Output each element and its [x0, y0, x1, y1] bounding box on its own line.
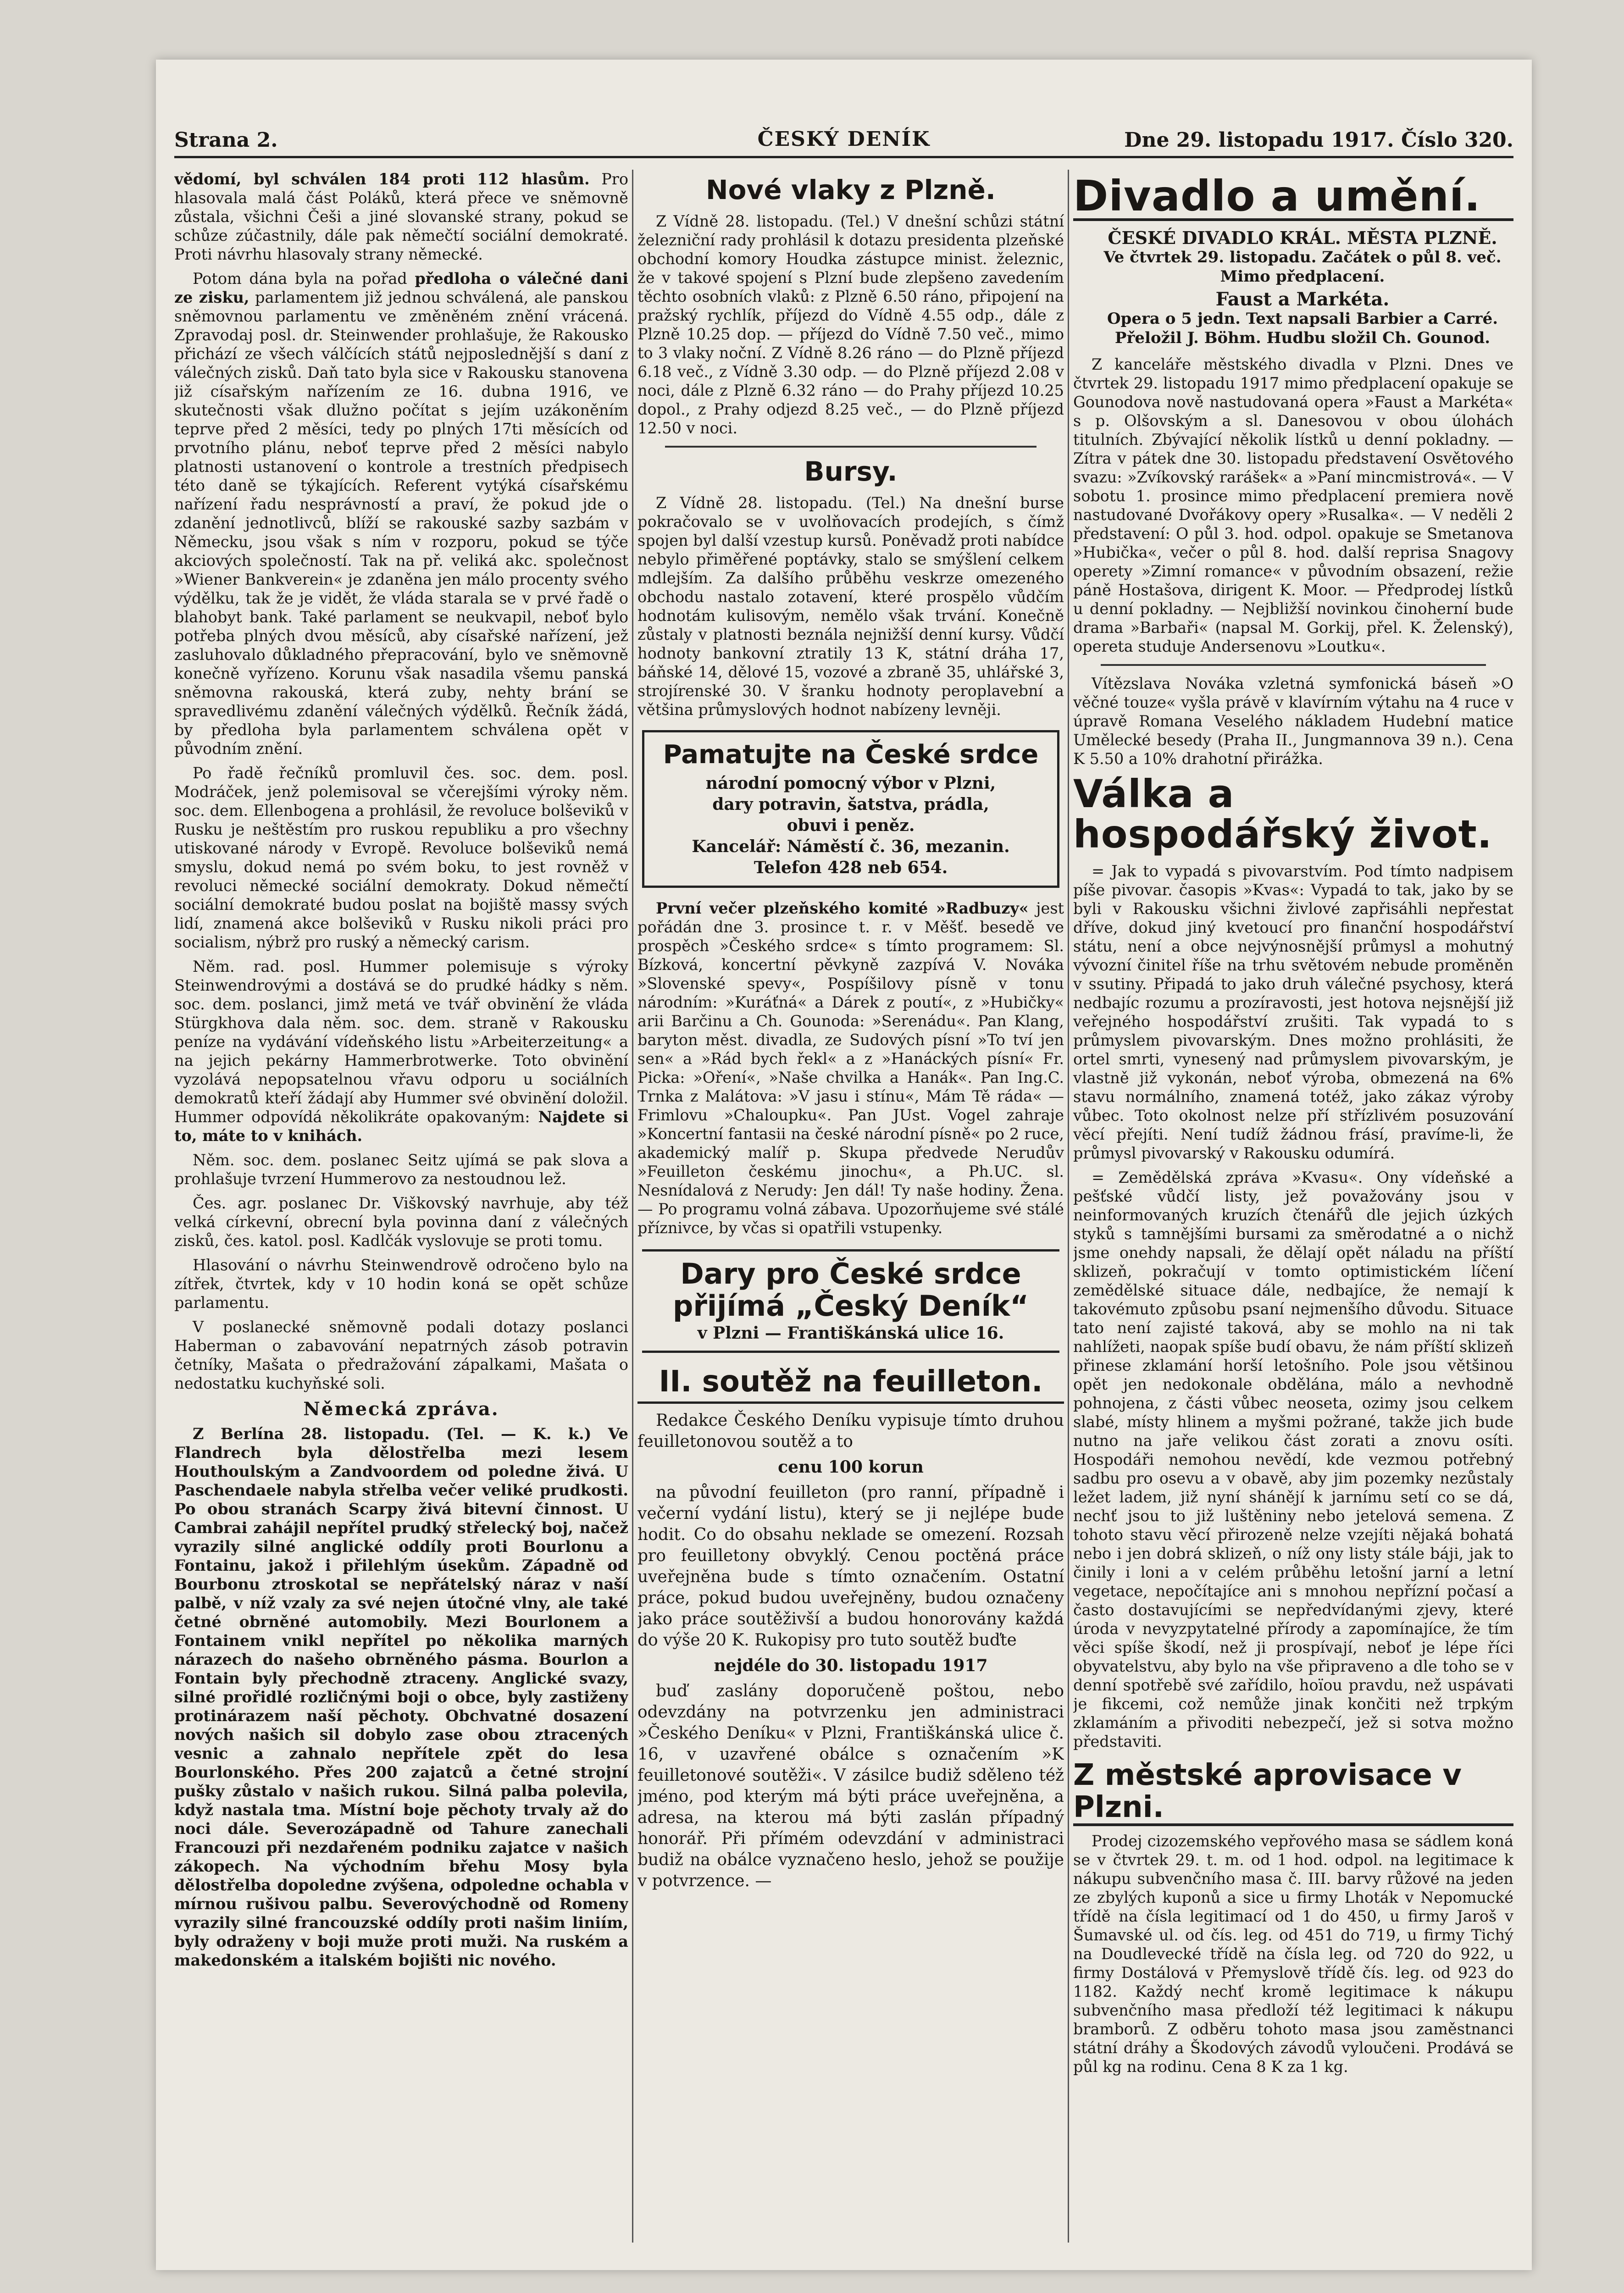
column-rule-1: [632, 170, 633, 2243]
theatre-line-4: Přeložil J. Böhm. Hudbu složil Ch. Gounod.: [1114, 329, 1491, 347]
novak-paragraph: Vítězslava Nováka vzletná symfonická báseň »O věčné touze« vyšla právě v klavírním výtahu na 4 ruce v úpravě Romana Veselého nákladem Hudební matice Umělecké besedy (Praha II., Jungmannova 39 n.). Cena K 5.50 a 10% drahotní přirážka.: [1073, 675, 1513, 768]
contest-paragraph-1: Redakce Českého Deníku vypisuje tímto druhou feuilletonovou soutěž a to: [637, 1411, 1064, 1451]
parliament-paragraph-6: Čes. agr. poslanec Dr. Viškovský navrhuje, aby též velká církevní, obrecní byla povinna daní z válečných zisků, čes. katol. posl. Kadlčák vyslovuje se proti tomu.: [174, 1194, 628, 1250]
bursy-heading: Bursy.: [804, 456, 898, 487]
war-paragraph-1: = Jak to vypadá s pivovarstvím. Pod tímto nadpisem píše pivovar. časopis »Kvas«: Vypadá to tak, jako by se byli v Rakousku všichni živlové zapřisáhli nepřestat dříve, dokud jiný kvetoucí pro finanční hospodářství státu, není a obce nejvýnosnější průmysl a mohutný vývozní činitel říše na trhu světovém nebude proměněn v ssutiny. Připadá to jako druh válečné psychosy, která nedbajíc rozumu a prozíravosti, jest hotova nejsnější již veřejného hospodářství zrušiti. Tak vypadá to s průmyslem pivovarským. Dnes možno prohlásiti, že ortel smrti, vynesený nad průmyslem pivovarským, je vlastně již vykonán, neboť výroba, obmezená na 6% stavu normálního, znamená totéž, jako zákaz výroby vůbec. Toto okolnost nelze pří střízlivém posuzování věcí přejíti. Není tudíž žádnou frásí, pravíme-li, že průmysl pivovarský v Rakousku odumírá.: [1073, 862, 1513, 1162]
contest-paragraph-2: na původní feuilleton (pro ranní, případně i večerní vydání listu), který se ji nejlépe bude hodit. Co do obsahu neklade se omezení. Rozsah pro feuilletony obvyklý. Cenou poctěná práce uveřejněna bude s tímto označením. Ostatní práce, pokud budou uveřejněny, budou označeny jako práce soutěživší a budou honorovány každá do výše 20 K. Rukopisy pro tuto soutěž buďte: [637, 1483, 1064, 1650]
theatre-line-3: Opera o 5 jedn. Text napsali Barbier a Carré.: [1107, 310, 1498, 328]
tax-intro-text: Potom dána byla na pořad: [193, 270, 407, 288]
parliament-paragraph-4: [174, 957, 628, 1145]
theatre-line-1: Ve čtvrtek 29. listopadu. Začátek o půl 8. več.: [1103, 248, 1502, 266]
parliament-paragraph-7: Hlasování o návrhu Steinwendrově odročeno bylo na zítřek, čtvrtek, kdy v 10 hodin koná se opět schůze parlamentu.: [174, 1256, 628, 1312]
radbuza-text: jest pořádán dne 3. prosince t. r. v Měšť. besedě ve prospěch »Českého srdce« s tímto programem: Sl. Bízková, koncertní pěvkyně zazpívá V. Nováka »Slovenské spevy«, Pospíšilovy písně v tonu národním: »Kuráťná« a Dárek z poutí«, z »Hubičky« arii Barčinu a Ch. Gounoda: »Serenádu«. Pan Klang, baryton měst. divadla, ze Sudových písní »To tví jen sen« a »Rád bych řekl« a z »Hanáckých písní« Fr. Picka: »Oření«, »Naše chvilka a Hanák«. Pan Ing.C. Trnka z Malátova: »V jasu i stínu«, Mám Tě ráda« — Frimlovu »Chaloupku«. Pan JUst. Vogel zahraje »Koncertní fantasii na české národní písně« po 2 ruce, akademický malíř p. Skupa předvede Nerudův »Feuilleton českému jinochu«, a Ph.UC. sl. Nesnídalová z Nerudy: Jen dál! Ty naše hodiny. Žena. — Po programu volná zábava. Upozorňujeme své stálé příznivce, by včas si opatřili vstupenky.: [637, 899, 1064, 1237]
page-header: [174, 124, 1513, 158]
ceske-srdce-title: Pamatujte na České srdce: [663, 740, 1039, 770]
contest-paragraph-3: buď zaslány doporučeně poštou, nebo odevzdány na potvrzenku jen administraci »Českého Deníku« v Plzni, Františkánská ulice č. 16, v uzavřené obálce s označením »K feuilletonové soutěži«. V zásilce budiž sděleno též jméno, pod kterým má býti práce uveřejněna, a adresa, na kterou má býti zaslán případný honorář. Při přímém odevzdání v administraci budiž na obálce vyznačeno heslo, jehož se použije v potvrzence. —: [637, 1682, 1064, 1890]
page-number-label: Strana 2.: [174, 128, 278, 152]
dary-address: v Plzni — Františkánská ulice 16.: [697, 1324, 1004, 1343]
hummer-quote: Najdete si to, máte to v knihách.: [174, 1108, 628, 1145]
theatre-line-2: Mimo předplacení.: [1220, 267, 1385, 286]
war-economy-heading: Válka a hospodářský život.: [1073, 771, 1492, 857]
trains-paragraph: Z Vídně 28. listopadu. (Tel.) V dnešní schůzi státní železniční rady prohlásil k dotazu presidenta plzeňské obchodní komory Houdka zástupce minist. železnic, že v takové spojení s Plzní bude zlepšeno zavedením těchto osobních vlaků: z Plzně 6.50 ráno, připojení na pražský rychlík, příjezd do Vídně 4.55 odp., dále z Plzně 10.25 dop. — příjezd do Vídně 7.50 več., mimo to 3 vlaky noční. Z Vídně 8.26 ráno — do Plzně příjezd 6.18 več., z Vídně 3.30 odp. — do Plzně příjezd 2.08 v noci, dále z Plzně 6.32 ráno — do Prahy příjezd 10.25 dopol., z Prahy odjezd 8.25 več., — do Plzně příjezd 12.50 v noci.: [637, 212, 1064, 437]
parliament-paragraph-1: [174, 170, 628, 264]
german-report-closing: Na ruském a makedonském a italském bojišti nic nového.: [174, 1933, 628, 1969]
theatre-play-title: Faust a Markéta.: [1215, 288, 1390, 310]
column-rule-2: [1068, 170, 1069, 2243]
column-3: [1073, 170, 1513, 2270]
parliament-paragraph-2: [174, 269, 628, 758]
theatre-paragraph: Z kanceláře městského divadla v Plzni. Dnes ve čtvrtek 29. listopadu 1917 mimo předplacení opakuje se Gounodova nově nastudovaná opera »Faust a Markéta« s p. Olšovským a sl. Danesovou v obou úlohách titulních. Zbývající několik lístků u denní pokladny. — Zítra v pátek dne 30. listopadu představení Osvětového svazu: »Zvíkovský rarášek« a »Paní mincmistrová«. — V sobotu 1. prosince mimo předplacení premiera nově nastudované Dvořákovy opery »Rusalka«. — V neděli 2 představení: O půl 3. hod. odpol. opakuje se Smetanova »Hubička«, večer o půl 8. hod. další reprisa Snagovy operety »Zimní romance« v původním obsazení, režie páně Hostašova, dirigent K. Moor. — Předprodej lístků u denní pokladny. — Nejbližší novinkou činoherní bude drama »Barbaři« (napsal M. Gorkij, přel. K. Želenský), opereta studuje Andersenovu »Loutku«.: [1073, 355, 1513, 655]
dary-title-1: Dary pro České srdce: [680, 1257, 1021, 1291]
hummer-text: Něm. rad. posl. Hummer polemisuje s výroky Steinwendrovými a dostává se do prudké hádky s něm. soc. dem. poslanci, jimž metá ve tvář obvinění že vláda Stürgkhova dala něm. soc. dem. straně v Rakousku peníze na vydávání vídeňského listu »Arbeiterzeitung« a na jejich pekárny Hammerbrotwerke. Toto obvinění vyzolává nepopsatelnou vřavu odporu u sociálních demokratů kteří žádají aby Hummer své obvinění doložil. Hummer odpovídá několikráte opakovaným:: [174, 958, 628, 1126]
parliament-paragraph-8: V poslanecké sněmovně podali dotazy poslanci Haberman o zabavování nepatrných zásob potravin četníky, Mašata o předražování zápalkami, Mašata o nedostatku kuchyňské soli.: [174, 1318, 628, 1392]
war-tax-bill-text: předloha o válečné dani ze zisku,: [174, 270, 628, 306]
radbuza-paragraph: [637, 899, 1064, 1237]
contest-heading: II. soutěž na feuilleton.: [637, 1365, 1064, 1404]
theatre-subheading: ČESKÉ DIVADLO KRÁL. MĚSTA PLZNĚ.: [1108, 227, 1497, 248]
war-paragraph-2: = Zemědělská zpráva »Kvasu«. Ony vídeňské a pešťské vůdčí listy, jež považovány jsou v neinformovaných kruzích čtenářů dle jejich úzkých styků s tamnějšími bursami za směrodatné a o nichž jsme onehdy napsali, že dělají opět náladu na příští sklizeň, pokračují v tomto optimistickém líčení zemědělské situace dále, nedbajíce, že nemají k takovémuto způsobu psaní nejmenšího důvodu. Situace tato není zajisté taková, aby se mohlo na ni tak nahlížeti, naopak spíše budí obavu, že nám příští sklizeň přinese zklamání horší letošního. Pole jsou většinou opět jen nedokonale obdělána, málo a nevhodně pohnojena, z části vůbec neoseta, ozimy jsou celkem slabé, místy hlinem a myšmi požrané, takže jich bude nutno na jaře velikou část zorati a znovu osíti. Hospodáři nemohou nevědí, kde vezmou potřebný sadbu pro osevu a v obavě, aby jim pozemky nezůstaly ležet ladem, již nyní shánějí k jarnímu setí co se dá, nechť jsou to již luštěniny nebo jetelová semena. Z tohoto stavu věcí přirozeně nelze vzejíti nějaká bohatá nebo i jen dobrá sklizeň, o níž ony listy stále báji, jak to činily i loni a v celém průběhu letošní jarní a letní vegetace, nepočítajíce ani s mnohou nepřízní počasí a často dostavujícími se nepředvídanými zjevy, které úroda v nevyzpytatelné přírody a zapomínajíce, že tím věci spíše škodí, než ji prospívají, neboť je lépe říci obyvatelstvu, aby bylo na vše připraveno a dle toho se v denní spotřebě své zařídilo, hoïou pravdu, než uspávati je fikcemi, což nemůže jinak končiti než trpkým zklamáním a přivoditi nebezpečí, jež si sotva možno představiti.: [1073, 1169, 1513, 1750]
dary-box: [642, 1249, 1059, 1353]
divider: [665, 446, 1036, 448]
dary-title-2: přijímá „Český Deník“: [672, 1289, 1029, 1323]
supply-paragraph: Prodej cizozemského vepřového masa se sádlem koná se v čtvrtek 29. t. m. od 1 hod. odpol. na legitimace k nákupu subvenčního masa č. III. barvy růžové na jeden ze zbylých kuponů a sice u firmy Lhoták v Nepomucké třídě na čísla legitimací od 1 do 450, u firmy Jaroš v Šumavské ul. od čís. leg. od 451 do 719, u firmy Tichý na Doudlevecké třídě na čísla leg. od 720 do 922, u firmy Dostálová v Přemyslově třídě čís. leg. od 923 do 1182. Každý nechť kromě legitimace k nákupu subvenčního masa předloží též legitimaci k nákupu bramborů. Z odběru tohoto masa jsou zaměstnanci státní dráhy a Škodových závodů vyloučeni. Prodává se půl kg na rodinu. Cena 8 K za 1 kg.: [1073, 1832, 1513, 2076]
ceske-srdce-line-2: dary potravin, šatstva, prádla,: [712, 795, 989, 814]
contest-deadline: nejdéle do 30. listopadu 1917: [714, 1656, 988, 1675]
ceske-srdce-line-3: obuvi i peněz.: [787, 816, 915, 835]
theatre-heading: Divadlo a umění.: [1073, 174, 1513, 221]
masthead: ČESKÝ DENÍK: [757, 127, 931, 151]
bursy-paragraph: Z Vídně 28. listopadu. (Tel.) Na dnešní burse pokračovalo se v uvolňovacích prodejích, s čímž spojen byl další vzestup kursů. Poněvadž proti nabídce nebylo přiměřené poptávky, stalo se smýšlení celkem mdlejším. Za dalšího průběhu veskrze omezeného obchodu nastalo zotavení, které prospělo vůdčím hodnotám kulisovým, nemělo však trvání. Konečně zůstaly v platnosti beznála nejnižší denní kursy. Vůdčí hodnoty bankovní ztratily 13 K, státní dráha 17, báňské 14, dělové 15, vozové a zbraně 35, uhlářské 3, strojírenské 30. V šranku hodnoty peroplavební a většina průmyslových hodnot nabízeny levněji.: [637, 494, 1064, 719]
ceske-srdce-line-5: Telefon 428 neb 654.: [754, 858, 948, 877]
parliament-paragraph-5: Něm. soc. dem. poslanec Seitz ujímá se pak slova a prohlašuje tvrzení Hummerovo za nestoudnou lež.: [174, 1151, 628, 1188]
newspaper-page: [156, 60, 1532, 2270]
german-report-heading: Německá zpráva.: [303, 1398, 499, 1420]
ceske-srdce-line-1: národní pomocný výbor v Plzni,: [705, 774, 996, 793]
vote-result-text: vědomí, byl schválen 184 proti 112 hlasům.: [174, 170, 590, 188]
divider: [1101, 664, 1486, 666]
supply-heading: Z městské aprovisace v Plzni.: [1073, 1759, 1513, 1826]
trains-heading: Nové vlaky z Plzně.: [706, 174, 996, 205]
parliament-paragraph-3: Po řadě řečníků promluvil čes. soc. dem. posl. Modráček, jenž polemisoval se včerejšími výroky něm. soc. dem. Ellenbogena a prohlásil, že revoluce bolševiků v Rusku je neštěstím pro ruskou republiku a pro všechny utiskované národy v Evropě. Revoluce bolševiků nemá smyslu, dokud nemá po svém boku, to jest rovněž v revoluci německé sociální demokraty. Dokud němečtí sociální demokraté budou poslat na bojiště massy svých lidí, znamená akce bolševiků v Rusku nikoli práci pro socialism, nýbrž pro ruský a německý carism.: [174, 764, 628, 951]
date-issue-label: Dne 29. listopadu 1917. Číslo 320.: [1124, 128, 1513, 152]
tax-detail-text: parlamentem již jednou schválená, ale panskou sněmovnou parlamentu ve změněném znění vrácená. Zpravodaj posl. dr. Steinwender prohlašuje, že Rakousko přichází ze všech válčících států nejposlednější s daní z válečných zisků. Daň tato byla sice v Rakousku stanovena již císařským nařízením ze 16. dubna 1916, ve skutečnosti však dlužno počítat s jejím uzákoněním teprve před 2 měsíci, tedy po plných 17ti měsících od prvotního plánu, neboť teprve před 2 měsíci nabylo platnosti ustanovení o kontrole a trestních předpisech této daně se týkajících. Referent vytýká císařskému nařízení řadu nesprávností a praví, že pokud jde o zdanění jednotlivců, blíží se rakouské sazby sazbám v Německu, jsou však s ním v rozporu, pokud se týče akciových společností. Tak na př. veliká akc. společnost »Wiener Bankverein« je zdaněna jen málo procenty svého výdělku, tak že je vidět, že vláda starala se v prvé řadě o blahobyt bank. Také parlament se neukvapil, neboť bylo potřeba plných dvou měsíců, aby císařské nařízení, jež zasluhovalo důkladného přepracování, bylo ve sněmovně konečně vyřízeno. Korunu však nasadila všemu panská sněmovna rakouská, která zuby, nehty brání se spravedlivému zdanění válečných výdělků. Řečník žádá, by předloha byla parlamentem schválena opět v původním znění.: [174, 288, 628, 758]
radbuza-lead: První večer plzeňského komité »Radbuzy«: [656, 899, 1029, 917]
ceske-srdce-box: [642, 730, 1059, 888]
contest-prize: cenu 100 korun: [778, 1457, 924, 1477]
column-1: [174, 170, 628, 2270]
german-report-paragraph: [174, 1424, 628, 1970]
column-2: [637, 170, 1064, 2270]
german-report-text: Z Berlína 28. listopadu. (Tel. — K. k.) Ve Flandrech byla dělostřelba mezi lesem Houthoulským a Zandvoordem od poledne živá. U Paschendaele nabyla střelba večer veliké prudkosti. Po obou stranách Scarpy živá bitevní činnost. U Cambrai zahájil nepřítel prudký střelecký boj, načež vyrazily silné anglické oddíly proti Bourlonu a Fontainu, jakož i přilehlým úsekům. Západně od Bourbonu ztroskotal se nepřátelský náraz v naší palbě, v níž vzaly za své nejen útočné vlny, ale také četné obrněné automobily. Mezi Bourlonem a Fontainem vnikl nepřítel po několika marných nárazech do našeho obrněného pásma. Bourlon a Fontain byly přechodně ztraceny. Anglické svazy, silné prořidlé rozličnými boji o obce, byly zastiženy protinárazem naší pěchoty. Obchvatné dosazení nových našich sil dobylo zase obou ztracených vesnic a zahnalo nepřítele zpět do lesa Bourlonského. Přes 200 zajatců a četné strojní pušky zůstalo v našich rukou. Silná palba polevila, když nastala tma. Místní boje pěchoty trvaly až do noci dále. Severozápadně od Tahure zanechali Francouzi při nezdařeném podniku zajatce v našich zákopech. Na východním břehu Mosy byla dělostřelba dopoledne zvýšena, odpoledne ochabla v mírnou rušivou palbu. Severovýchodně od Romeny vyrazily silné francouzské oddíly proti našim liniím, byly odraženy v boji muže proti muži.: [174, 1425, 628, 1950]
vote-detail-text: Pro hlasovala malá část Poláků, která přece ve sněmovně zůstala, všichni Češi a jiné slovanské strany, pokud se schůze zúčastnily, dále pak němečtí sociální demokraté. Proti návrhu hlasovaly strany německé.: [174, 170, 628, 263]
ceske-srdce-line-4: Kancelář: Náměstí č. 36, mezanin.: [692, 837, 1010, 856]
